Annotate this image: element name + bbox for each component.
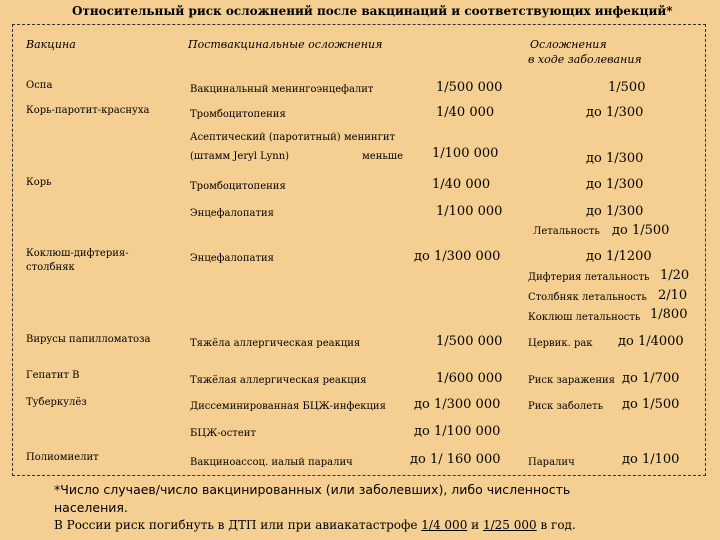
comp-polio: Вакциноассоц. иалый паралич [190,457,353,468]
risk-kpk: 1/40 000 [436,105,495,120]
disease-meningitis: до 1/300 [586,151,644,166]
footnote-line2: населения. [54,500,128,515]
header-vaccine: Вакцина [26,38,76,51]
note-pertussis-value: 1/800 [650,307,688,322]
comp-meningitis-less: меньше [362,151,404,162]
footnote-suffix: в год. [536,518,576,532]
disease-kor: до 1/300 [586,177,644,192]
vaccine-polio: Полиомиелит [26,452,99,463]
comp-kor: Тромбоцитопения [190,181,286,192]
vaccine-hepb: Гепатит В [26,370,80,381]
disease-kpk: до 1/300 [586,105,644,120]
risk-meningitis: 1/100 000 [432,146,499,161]
vaccine-tb: Туберкулёз [26,397,87,408]
disease-ospa: 1/500 [608,80,646,95]
note-diphtheria-label: Дифтерия летальность [528,272,650,283]
disease-hepb-label: Риск заражения [528,375,615,386]
lethality-value: до 1/500 [612,223,670,238]
risk-bcg: до 1/100 000 [414,424,501,439]
vaccine-kpk: Корь-паротит-краснуха [26,105,150,116]
disease-kds: до 1/1200 [586,249,652,264]
disease-polio-value: до 1/100 [622,452,680,467]
footnote-line3 [54,518,576,532]
disease-hepb-value: до 1/700 [622,371,680,386]
risk-encephalopathy: 1/100 000 [436,204,503,219]
risk-ospa: 1/500 000 [436,80,503,95]
comp-bcg: БЦЖ-остеит [190,428,256,439]
risk-hpv: 1/500 000 [436,334,503,349]
disease-hpv-label: Цервик. рак [528,338,593,349]
vaccine-kds-line1: Коклюш-дифтерия- [26,248,129,259]
vaccine-kor: Корь [26,177,52,188]
comp-encephalopathy: Энцефалопатия [190,208,274,219]
footnote-prefix: В России риск погибнуть в ДТП или при авиакатастрофе [54,518,422,532]
comp-hpv: Тяжёла аллергическая реакция [190,338,361,349]
note-tetanus-value: 2/10 [658,288,688,303]
note-pertussis-label: Коклюш летальность [528,312,641,323]
vaccine-kds-line2: столбняк [26,262,75,273]
comp-hepb: Тяжёлая аллергическая реакция [190,375,367,386]
footnote-value2: 1/25 000 [482,518,537,532]
header-disease-line1: Осложнения [530,38,607,51]
comp-tb: Диссеминированная БЦЖ-инфекция [190,401,386,412]
disease-tb-value: до 1/500 [622,397,680,412]
risk-tb: до 1/300 000 [414,397,501,412]
vaccine-hpv: Вирусы папилломатоза [26,334,151,345]
header-post-vaccine: Поствакцинальные осложнения [188,38,383,51]
vaccine-ospa: Оспа [26,80,53,91]
note-tetanus-label: Столбняк летальность [528,292,647,303]
comp-kds: Энцефалопатия [190,253,274,264]
comp-ospa: Вакцинальный менингоэнцефалит [190,84,374,95]
risk-kds: до 1/300 000 [414,249,501,264]
footnote-value1: 1/4 000 [421,518,468,532]
footnote-line1: *Число случаев/число вакцинированных (или заболевших), либо численность [54,482,571,497]
disease-polio-label: Паралич [528,457,575,468]
comp-kpk: Тромбоцитопения [190,109,286,120]
header-disease-line2: в ходе заболевания [528,53,642,66]
note-diphtheria-value: 1/20 [660,268,690,283]
comp-meningitis-line2: (штамм Jeryl Lynn) [190,151,290,162]
disease-hpv-value: до 1/4000 [618,334,684,349]
comp-meningitis-line1: Асептический (паротитный) менингит [190,132,396,143]
disease-encephalopathy: до 1/300 [586,204,644,219]
page-title: Относительный риск осложнений после вакцинаций и соответствующих инфекций* [72,4,673,18]
risk-kor: 1/40 000 [432,177,491,192]
risk-polio: до 1/ 160 000 [410,452,501,467]
footnote-conj: и [467,518,483,532]
lethality-label: Летальность [533,226,600,237]
disease-tb-label: Риск заболеть [528,401,604,412]
risk-hepb: 1/600 000 [436,371,503,386]
